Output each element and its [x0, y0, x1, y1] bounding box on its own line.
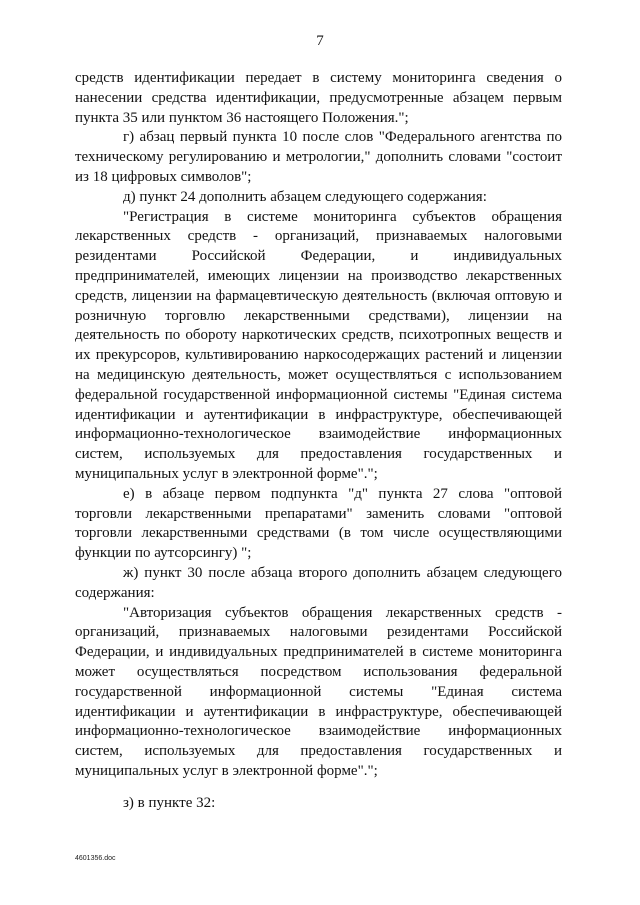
- footer-doc-code: 4601356.doc: [75, 855, 116, 862]
- paragraph-item-z: з) в пункте 32:: [123, 794, 216, 811]
- document-body: [75, 69, 562, 813]
- paragraph-spacer: [75, 782, 562, 794]
- page-number: 7: [316, 33, 324, 49]
- paragraph-quote-authorization: "Авторизация субъектов обращения лекарственных средств - организаций, признаваемых налоговыми резидентами Российской Федерации, и индивидуальных предпринимателей в системе мониторинга может осуществляться посредством использования федеральной государственной информационной системы "Единая система идентификации и аутентификации в инфраструктуре, обеспечивающей информационно-технологическое взаимодействие информационных систем, используемых для предоставления государственных и муниципальных услуг в электронной форме".";: [75, 604, 562, 779]
- paragraph-continuation: средств идентификации передает в систему мониторинга сведения о нанесении средства идентификации, предусмотренные абзацем первым пункта 35 или пунктом 36 настоящего Положения.";: [75, 70, 562, 126]
- paragraph-item-e: е) в абзаце первом подпункта "д" пункта 27 слова "оптовой торговли лекарственными препаратами" заменить словами "оптовой торговли лекарственными средствами (в том числе осуществляющими функции по аутсорсингу) ";: [75, 485, 562, 562]
- paragraph-item-zh: ж) пункт 30 после абзаца второго дополнить абзацем следующего содержания:: [75, 564, 562, 601]
- paragraph-quote-registration: "Регистрация в системе мониторинга субъектов обращения лекарственных средств - организаций, признаваемых налоговыми резидентами Российской Федерации, и индивидуальных предпринимателей, имеющих лицензии на производство лекарственных средств, лицензии на фармацевтическую деятельность (включая оптовую и розничную торговлю лекарственными средствами), лицензии на деятельность по обороту наркотических средств, психотропных веществ и их прекурсоров, культивированию наркосодержащих растений и лицензии на медицинскую деятельность, может осуществляться с использованием федеральной государственной информационной системы "Единая система идентификации и аутентификации в инфраструктуре, обеспечивающей информационно-технологическое взаимодействие информационных систем, используемых для предоставления государственных и муниципальных услуг в электронной форме".";: [75, 208, 562, 482]
- paragraph-item-g: г) абзац первый пункта 10 после слов "Федерального агентства по техническому регулированию и метрологии," дополнить словами "состоит из 18 цифровых символов";: [75, 129, 562, 185]
- paragraph-item-d: д) пункт 24 дополнить абзацем следующего содержания:: [123, 188, 487, 205]
